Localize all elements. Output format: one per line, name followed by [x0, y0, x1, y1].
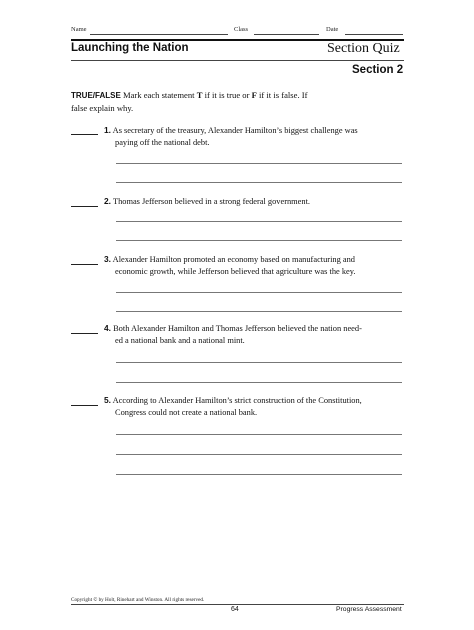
instructions-part2: if it is true or [204, 90, 250, 100]
answer-line[interactable] [116, 182, 402, 183]
question-number: 2. [104, 196, 111, 206]
title-rule [71, 60, 404, 61]
answer-line[interactable] [116, 434, 402, 435]
answer-blank-1[interactable] [71, 134, 98, 135]
answer-line[interactable] [116, 240, 402, 241]
answer-line[interactable] [116, 362, 402, 363]
instructions-lead: TRUE/FALSE [71, 91, 121, 100]
name-label: Name [71, 26, 87, 33]
page-title: Launching the Nation [71, 42, 189, 54]
question-text: Thomas Jefferson believed in a strong federal government. [112, 197, 311, 206]
question-number: 1. [104, 125, 111, 135]
question-text: Both Alexander Hamilton and Thomas Jefferson believed the nation need- [113, 324, 362, 333]
answer-blank-4[interactable] [71, 333, 98, 334]
instructions-part3: if it is false. If [259, 90, 308, 100]
answer-line[interactable] [116, 311, 402, 312]
answer-line[interactable] [116, 382, 402, 383]
question-number: 5. [104, 395, 111, 405]
section-label: Section 2 [352, 64, 404, 76]
question-text: According to Alexander Hamilton’s strict construction of the Constitution, [112, 396, 362, 405]
question-text: As secretary of the treasury, Alexander Hamilton’s biggest challenge was [112, 126, 358, 135]
footer-rule [71, 604, 404, 605]
question-number: 3. [104, 254, 111, 264]
instructions-line2: false explain why. [71, 103, 134, 113]
question-number: 4. [104, 323, 111, 333]
question-text-line2: paying off the national debt. [115, 138, 210, 147]
question-text-line2: economic growth, while Jefferson believed that agriculture was the key. [115, 267, 356, 276]
question-text: Alexander Hamilton promoted an economy based on manufacturing and [112, 255, 355, 264]
question-text-line2: ed a national bank and a national mint. [115, 336, 245, 345]
answer-line[interactable] [116, 292, 402, 293]
instructions-f: F [251, 90, 257, 100]
instructions [71, 89, 356, 114]
class-field[interactable] [254, 34, 319, 35]
date-field[interactable] [345, 34, 403, 35]
question-text-line2: Congress could not create a national bank. [115, 408, 258, 417]
class-label: Class [234, 26, 249, 33]
instructions-t: T [196, 90, 203, 100]
instructions-part1: Mark each statement [122, 90, 195, 100]
answer-line[interactable] [116, 454, 402, 455]
page-number: 64 [231, 606, 239, 613]
quiz-label: Section Quiz [327, 41, 400, 56]
answer-blank-2[interactable] [71, 206, 98, 207]
copyright-notice: Copyright © by Holt, Rinehart and Winston. All rights reserved. [71, 597, 205, 603]
answer-line[interactable] [116, 163, 402, 164]
date-label: Date [326, 26, 339, 33]
name-field[interactable] [90, 34, 228, 35]
answer-blank-3[interactable] [71, 264, 98, 265]
footer-label: Progress Assessment [336, 606, 402, 613]
answer-line[interactable] [116, 474, 402, 475]
answer-blank-5[interactable] [71, 405, 98, 406]
answer-line[interactable] [116, 221, 402, 222]
